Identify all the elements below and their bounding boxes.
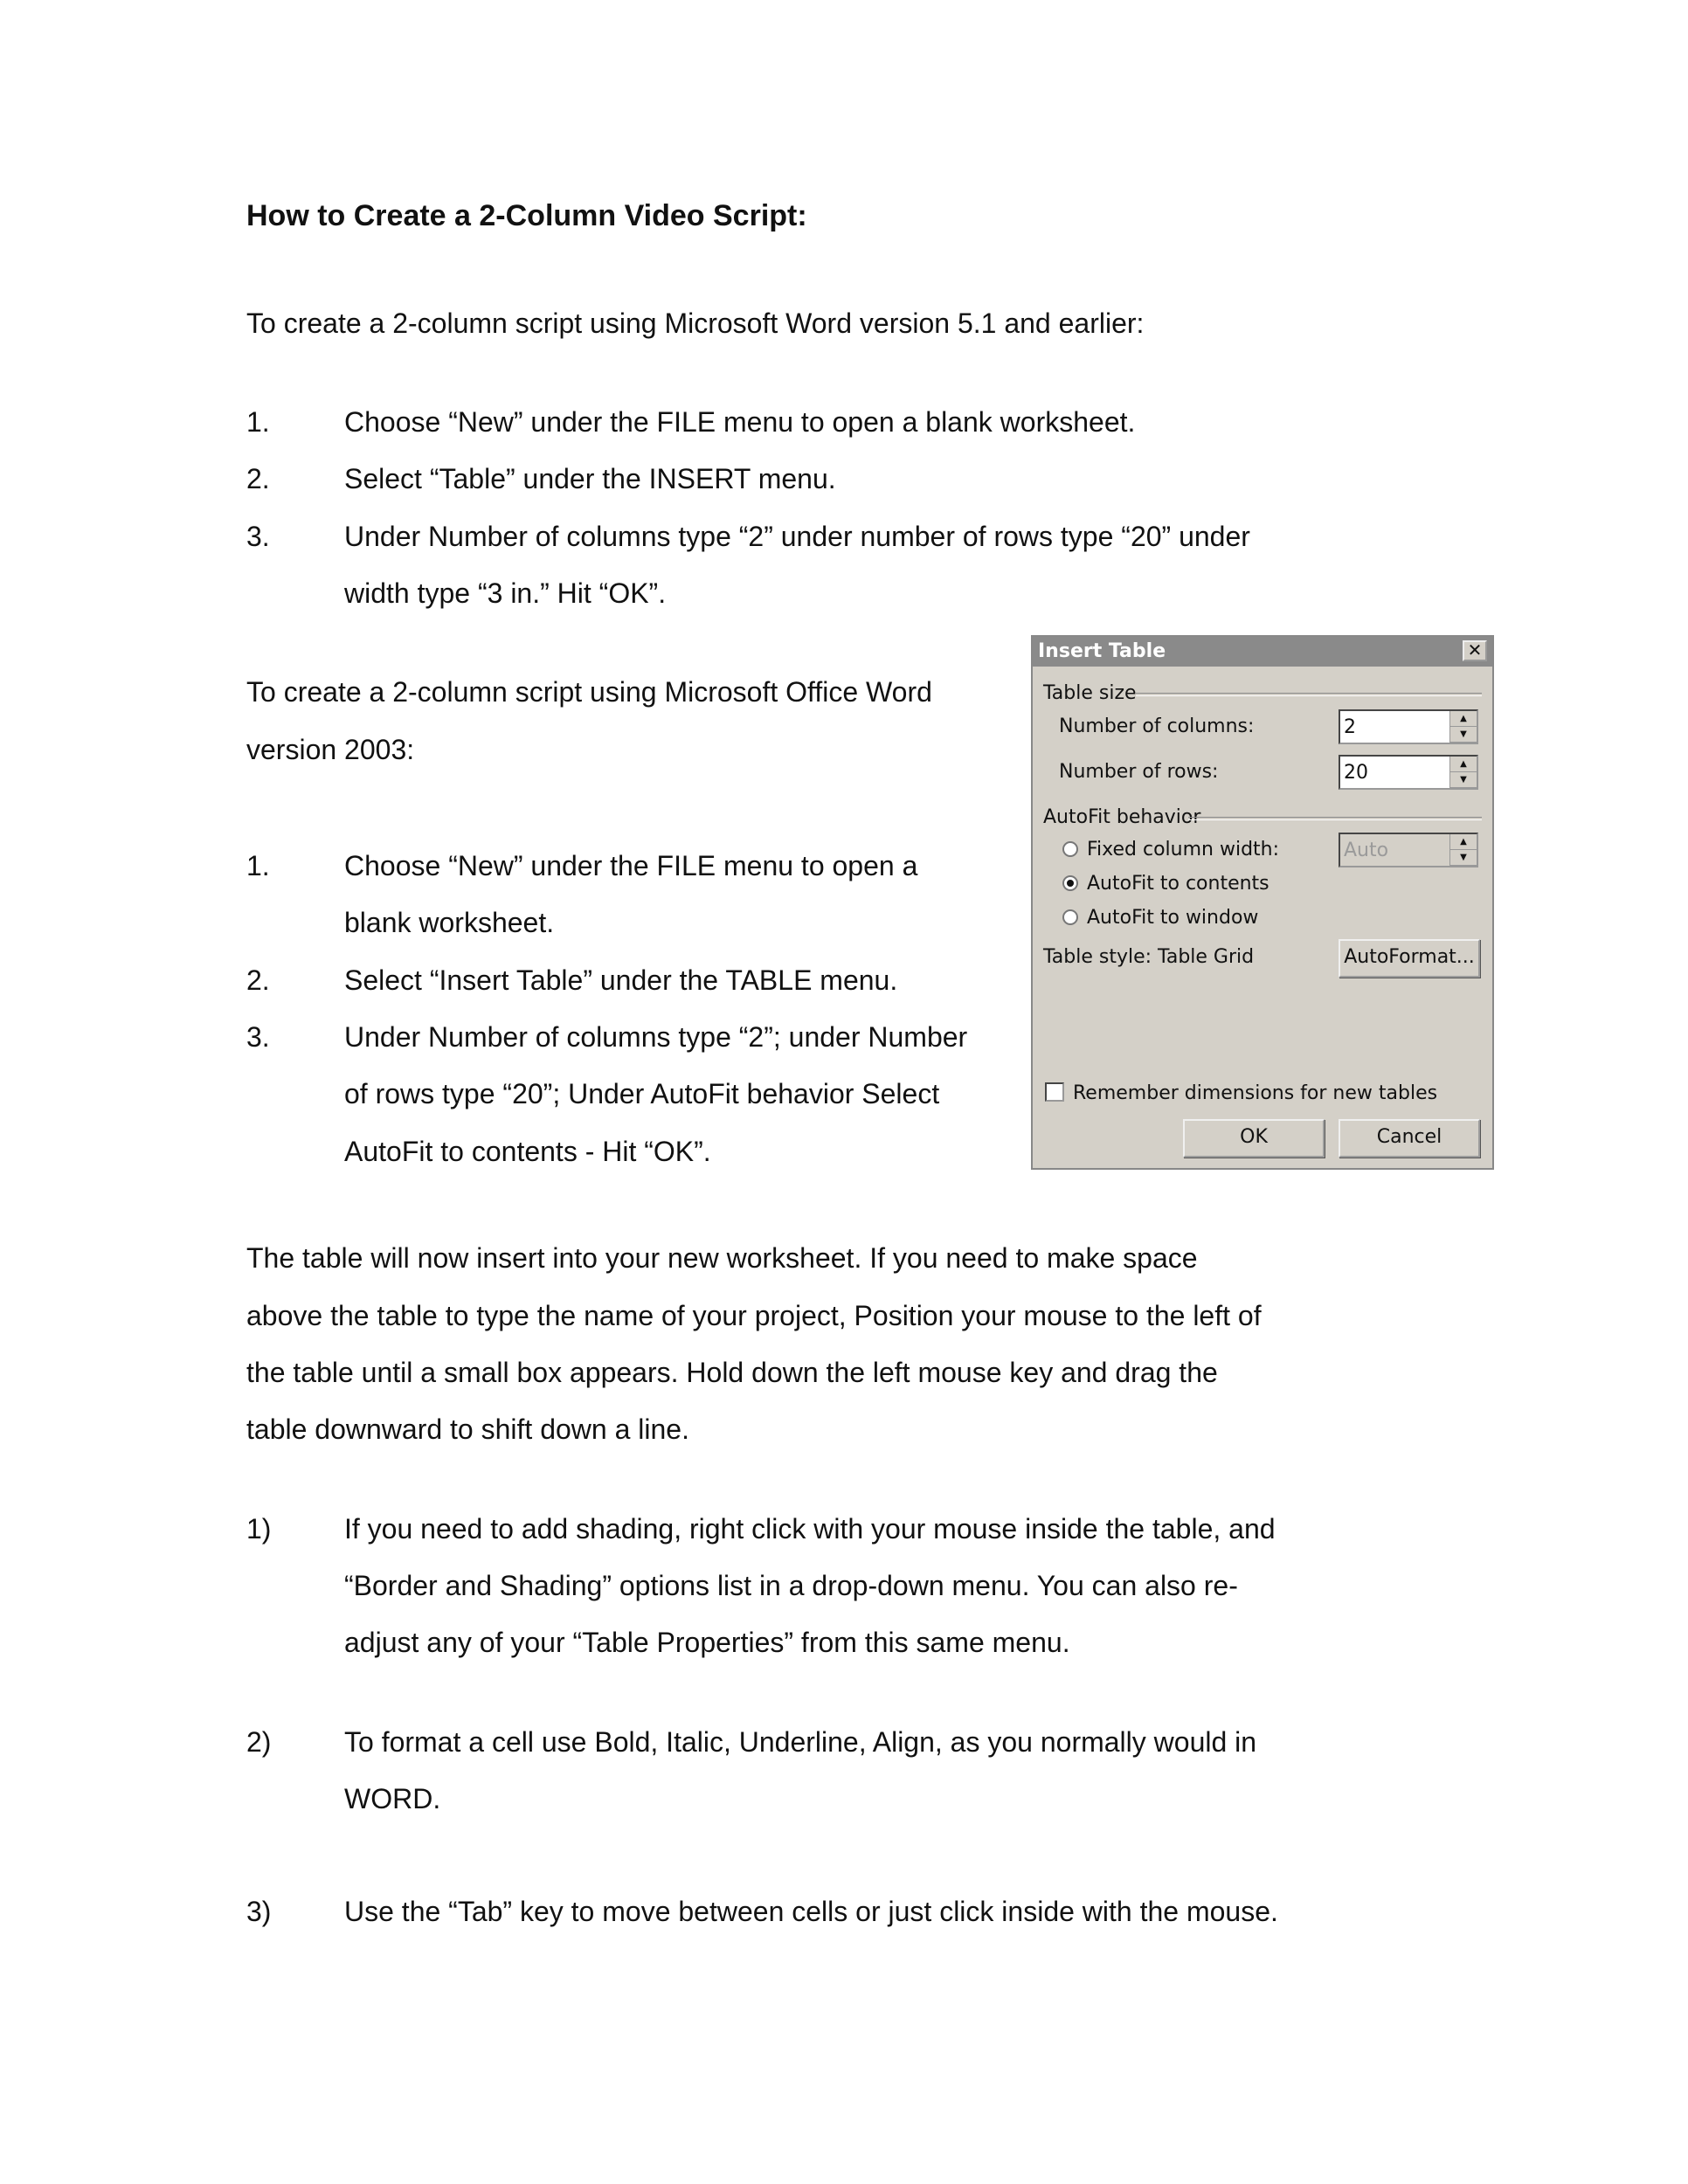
columns-spinner[interactable] (1339, 709, 1478, 744)
fixed-width-label: Fixed column width: (1087, 839, 1280, 860)
tip-text: If you need to add shading, right click with your mouse inside the table, and (344, 1513, 1276, 1545)
tip-text: To format a cell use Bold, Italic, Underline, Align, as you normally would in (344, 1726, 1257, 1758)
tip-text: adjust any of your “Table Properties” from this same menu. (344, 1627, 1070, 1658)
step-text: Choose “New” under the FILE menu to open a (344, 850, 918, 881)
remember-label: Remember dimensions for new tables (1073, 1082, 1438, 1104)
intro-word-2003: To create a 2-column script using Microsoft Office Word (246, 676, 932, 708)
step-number: 1. (246, 406, 270, 438)
tip-number: 1) (246, 1513, 272, 1545)
step-text: Under Number of columns type “2” under number of rows type “20” under (344, 521, 1250, 552)
rows-spinner[interactable] (1339, 755, 1478, 790)
page-title: How to Create a 2-Column Video Script: (246, 199, 807, 232)
columns-label: Number of columns: (1059, 715, 1255, 737)
spin-down-icon: ▼ (1450, 850, 1477, 866)
close-icon[interactable]: ✕ (1463, 640, 1487, 661)
autofit-window-radio[interactable] (1062, 909, 1078, 925)
insert-table-dialog (1031, 635, 1494, 1170)
step-number: 1. (246, 850, 270, 881)
intro-word-51: To create a 2-column script using Microsoft Word version 5.1 and earlier: (246, 308, 1145, 339)
step-text: Select “Table” under the INSERT menu. (344, 463, 836, 494)
spin-up-icon[interactable]: ▲ (1450, 711, 1477, 727)
step-number: 3. (246, 1021, 270, 1053)
table-style-label: Table style: Table Grid (1043, 946, 1255, 968)
paragraph-line: table downward to shift down a line. (246, 1413, 689, 1445)
autofit-label: AutoFit behavior (1043, 806, 1201, 828)
paragraph-line: The table will now insert into your new worksheet. If you need to make space (246, 1242, 1198, 1274)
paragraph-line: the table until a small box appears. Hold down the left mouse key and drag the (246, 1357, 1218, 1388)
step-text: Select “Insert Table” under the TABLE menu. (344, 964, 898, 996)
spin-down-icon[interactable]: ▼ (1450, 727, 1477, 743)
step-text: Under Number of columns type “2”; under Number (344, 1021, 968, 1053)
autofit-contents-radio[interactable] (1062, 875, 1078, 891)
group-divider (1188, 817, 1482, 820)
table-size-label: Table size (1043, 682, 1137, 704)
rows-label: Number of rows: (1059, 761, 1219, 783)
autofit-contents-label: AutoFit to contents (1087, 873, 1269, 895)
fixed-width-radio[interactable] (1062, 841, 1078, 857)
dialog-title: Insert Table (1038, 640, 1166, 662)
tip-number: 3) (246, 1896, 272, 1927)
autoformat-button[interactable]: AutoFormat... (1339, 939, 1480, 978)
intro-word-2003: version 2003: (246, 734, 415, 765)
step-text: Choose “New” under the FILE menu to open a blank worksheet. (344, 406, 1136, 438)
tip-text: “Border and Shading” options list in a drop-down menu. You can also re- (344, 1570, 1238, 1601)
step-text: width type “3 in.” Hit “OK”. (344, 577, 667, 609)
ok-button[interactable]: OK (1183, 1119, 1325, 1158)
tip-text: WORD. (344, 1783, 441, 1814)
tip-text: Use the “Tab” key to move between cells or just click inside with the mouse. (344, 1896, 1278, 1927)
remember-checkbox[interactable] (1045, 1082, 1064, 1102)
rows-value: 20 (1344, 762, 1368, 784)
step-number: 3. (246, 521, 270, 552)
cancel-button[interactable]: Cancel (1339, 1119, 1480, 1158)
step-text: of rows type “20”; Under AutoFit behavior Select (344, 1078, 940, 1109)
step-number: 2. (246, 463, 270, 494)
fixed-width-value: Auto (1344, 840, 1389, 861)
spin-down-icon[interactable]: ▼ (1450, 772, 1477, 788)
tip-number: 2) (246, 1726, 272, 1758)
spin-up-icon[interactable]: ▲ (1450, 757, 1477, 772)
fixed-width-spinner (1339, 833, 1478, 867)
step-number: 2. (246, 964, 270, 996)
step-text: blank worksheet. (344, 907, 555, 938)
step-text: AutoFit to contents - Hit “OK”. (344, 1136, 711, 1167)
columns-value: 2 (1344, 716, 1356, 738)
autofit-window-label: AutoFit to window (1087, 907, 1259, 929)
dialog-title-bar (1033, 637, 1492, 667)
paragraph-line: above the table to type the name of your project, Position your mouse to the left of (246, 1300, 1262, 1331)
group-divider (1136, 693, 1482, 696)
spin-up-icon: ▲ (1450, 834, 1477, 850)
